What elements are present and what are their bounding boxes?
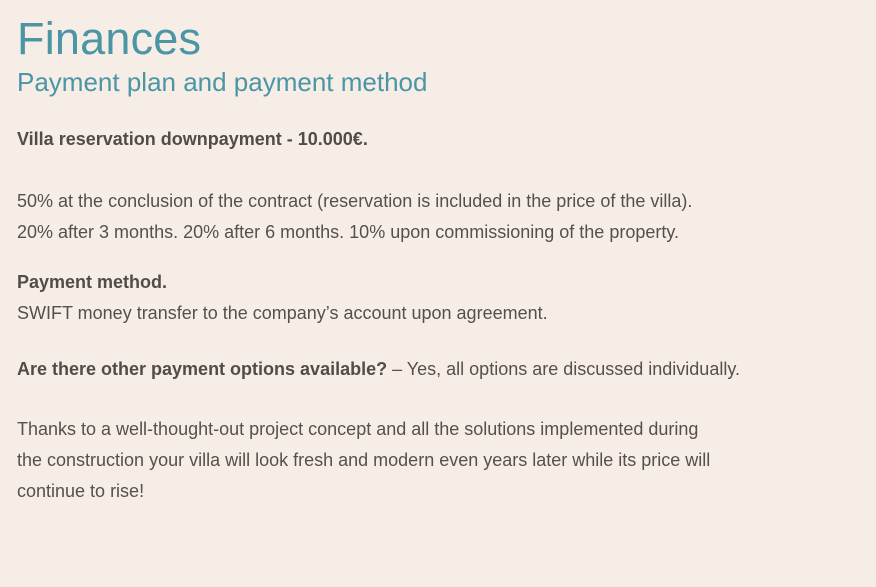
payment-plan-line-1: 50% at the conclusion of the contract (reservation is included in the price of the villa). — [17, 190, 693, 211]
payment-method-heading: Payment method. — [17, 271, 168, 292]
payment-options-line — [17, 354, 856, 385]
payment-plan-line-2: 20% after 3 months. 20% after 6 months. 10% upon commissioning of the property. — [17, 221, 680, 242]
downpayment-paragraph — [17, 124, 856, 155]
closing-line-3: continue to rise! — [17, 480, 145, 501]
page-subtitle: Payment plan and payment method — [17, 67, 428, 97]
payment-method-paragraph — [17, 267, 856, 329]
closing-paragraph — [17, 414, 856, 507]
payment-method-text: SWIFT money transfer to the company’s account upon agreement. — [17, 302, 548, 323]
downpayment-text: Villa reservation downpayment - 10.000€. — [17, 128, 368, 149]
closing-line-2: the construction your villa will look fresh and modern even years later while its price will — [17, 449, 711, 470]
payment-plan-paragraph — [17, 186, 856, 248]
payment-options-question: Are there other payment options available? — [17, 358, 388, 379]
page-title: Finances — [17, 13, 202, 64]
payment-options-paragraph — [17, 354, 856, 385]
payment-options-answer: – Yes, all options are discussed individually. — [392, 358, 740, 379]
closing-line-1: Thanks to a well-thought-out project concept and all the solutions implemented during — [17, 418, 699, 439]
